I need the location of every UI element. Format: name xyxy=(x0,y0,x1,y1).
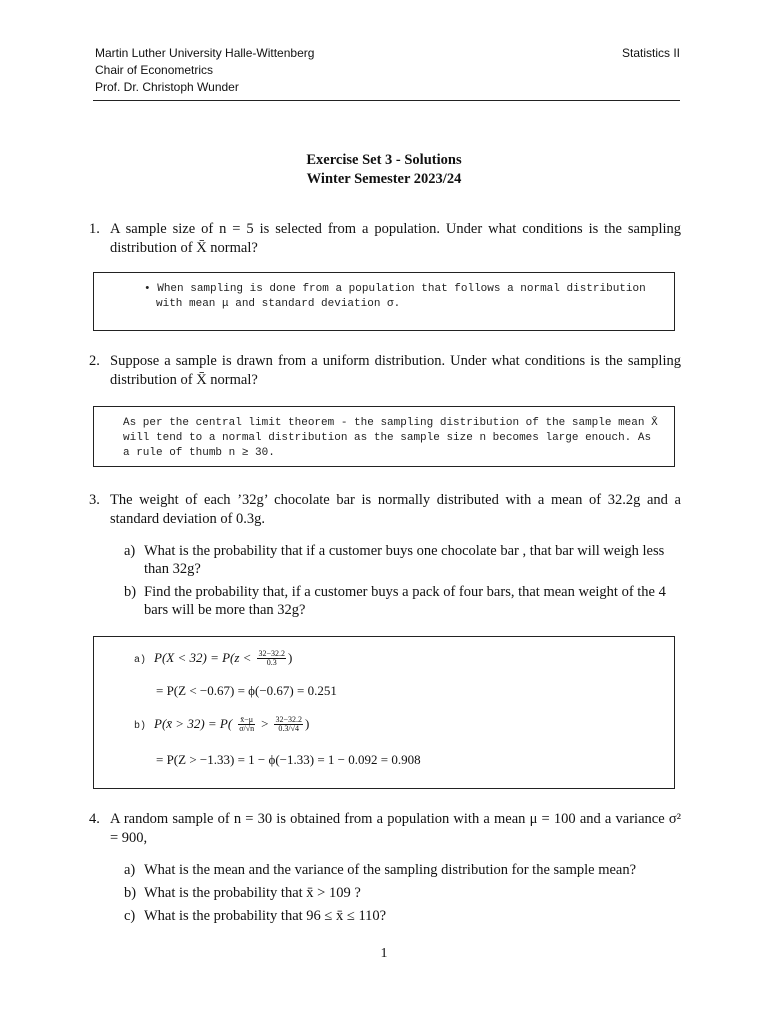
question-4-part-b xyxy=(124,884,680,902)
answer-3b-frac2-num: 32−32.2 xyxy=(275,714,302,724)
question-1 xyxy=(89,220,681,258)
question-4-part-b-label: b) xyxy=(124,885,137,901)
answer-3b-label: b) xyxy=(134,721,147,732)
answer-3b-close: ) xyxy=(305,716,310,731)
header-course: Statistics II xyxy=(621,46,680,60)
answer-2-line-1: As per the central limit theorem - the sampling distribution of the sample mean X̄ xyxy=(123,417,658,429)
title-line-2: Winter Semester 2023/24 xyxy=(306,171,462,187)
question-3-part-b-label: b) xyxy=(124,584,137,600)
answer-3a-frac-num: 32−32.2 xyxy=(258,648,285,658)
question-2-text: Suppose a sample is drawn from a uniform distribution. Under what conditions is the sampling distribution of X̄ normal? xyxy=(110,353,681,388)
answer-3a-label: a) xyxy=(134,655,147,666)
answer-3b-frac2-den: 0.3/√4 xyxy=(278,723,300,733)
question-4-part-c xyxy=(124,907,680,925)
header-professor: Prof. Dr. Christoph Wunder xyxy=(95,80,239,94)
answer-3a-lhs: P(X < 32) = P(z < xyxy=(154,650,252,665)
question-3-part-b xyxy=(124,583,680,619)
question-3-part-a-text: What is the probability that if a customer buys one chocolate bar , that bar will weigh less than 32g? xyxy=(144,543,665,577)
question-4-text: A random sample of n = 30 is obtained from a population with a mean μ = 100 and a variance σ² = 900, xyxy=(110,811,681,846)
answer-3b-fraction-2 xyxy=(274,716,303,733)
answer-box-1 xyxy=(93,272,675,331)
answer-1-line-2: with mean μ and standard deviation σ. xyxy=(156,298,401,310)
answer-3a-close: ) xyxy=(287,650,293,665)
question-4-part-a xyxy=(124,861,680,879)
header-university: Martin Luther University Halle-Wittenberg xyxy=(95,46,315,60)
question-3 xyxy=(89,491,681,529)
answer-1-bullet: • xyxy=(144,283,151,295)
answer-3b-line-1 xyxy=(134,715,309,734)
question-3-text: The weight of each ’32g’ chocolate bar is normally distributed with a mean of 32.2g and a standard deviation of 0.3g. xyxy=(110,492,681,527)
answer-1-line-1: When sampling is done from a population that follows a normal distribution xyxy=(157,283,646,295)
question-4-part-a-label: a) xyxy=(124,862,136,878)
question-4-number: 4. xyxy=(89,811,100,827)
title-line-1: Exercise Set 3 - Solutions xyxy=(306,152,462,168)
answer-3b-fraction-1 xyxy=(238,716,255,733)
question-3-part-b-text: Find the probability that, if a customer buys a pack of four bars, that mean weight of the 4 bars will be more than 32g? xyxy=(144,584,666,618)
answer-box-3 xyxy=(93,636,675,789)
question-3-part-a-label: a) xyxy=(124,543,136,559)
answer-3a-fraction xyxy=(257,650,286,667)
question-4 xyxy=(89,810,681,848)
question-3-part-a xyxy=(124,542,680,578)
header-chair: Chair of Econometrics xyxy=(95,63,214,77)
answer-box-2 xyxy=(93,406,675,467)
answer-3a-line-2: = P(Z < −0.67) = ϕ(−0.67) = 0.251 xyxy=(156,683,337,698)
answer-2-line-3: a rule of thumb n ≥ 30. xyxy=(123,447,275,459)
answer-3b-frac1-den: σ/√n xyxy=(239,723,255,733)
answer-3b-frac1-num: x̄−μ xyxy=(238,716,255,725)
answer-3b-line-2: = P(Z > −1.33) = 1 − ϕ(−1.33) = 1 − 0.092 = 0.908 xyxy=(156,752,421,767)
answer-3a-frac-den: 0.3 xyxy=(266,657,277,667)
question-4-part-a-text: What is the mean and the variance of the sampling distribution for the sample mean? xyxy=(144,862,637,878)
answer-3a-line-1 xyxy=(134,649,292,668)
answer-2-line-2: will tend to a normal distribution as the sample size n becomes large enouch. As xyxy=(123,432,652,444)
question-4-part-c-label: c) xyxy=(124,908,136,924)
question-2-number: 2. xyxy=(89,353,100,369)
answer-3b-gt: > xyxy=(261,716,269,731)
page-number: 1 xyxy=(380,946,388,961)
question-3-number: 3. xyxy=(89,492,100,508)
question-1-number: 1. xyxy=(89,221,100,237)
question-4-part-b-text: What is the probability that x̄ > 109 ? xyxy=(144,885,361,901)
header-rule xyxy=(93,100,680,101)
question-2 xyxy=(89,352,681,390)
question-1-text: A sample size of n = 5 is selected from a population. Under what conditions is the sampling distribution of X̄ normal? xyxy=(110,221,681,256)
question-4-part-c-text: What is the probability that 96 ≤ x̄ ≤ 110? xyxy=(144,908,387,924)
answer-3b-lhs: P(x̄ > 32) = P( xyxy=(154,716,233,731)
